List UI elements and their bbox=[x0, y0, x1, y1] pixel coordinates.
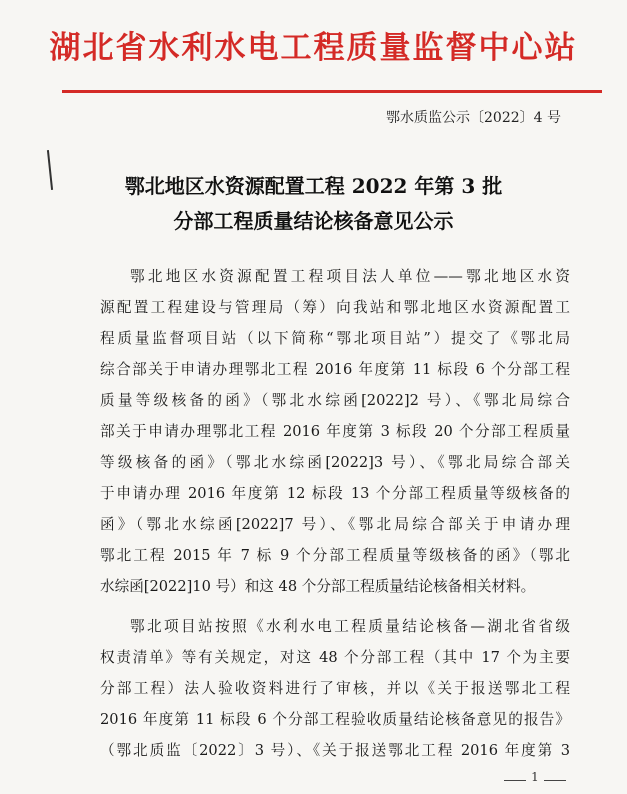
document-title-line-2: 分部工程质量结论核备意见公示 bbox=[173, 209, 454, 233]
body-line: 鄂北工程 2015 年 7 标 9 个分部工程质量等级核备的函》（鄂北 bbox=[100, 547, 570, 564]
page-number-dash-left bbox=[504, 780, 526, 781]
document-number: 鄂水质监公示〔2022〕4 号 bbox=[386, 110, 561, 126]
body-line: 分部工程）法人验收资料进行了审核，并以《关于报送鄂北工程 bbox=[100, 680, 570, 697]
body-line: 等级核备的函》（鄂北水综函[2022]3 号）、《鄂北局综合部关 bbox=[100, 454, 570, 471]
body-line: 鄂北项目站按照《水利水电工程质量结论核备—湖北省省级 bbox=[130, 618, 570, 635]
body-line: 程质量监督项目站（以下简称“鄂北项目站”）提交了《鄂北局 bbox=[100, 330, 570, 347]
page-number bbox=[500, 770, 570, 790]
page-number-value: 1 bbox=[531, 770, 539, 784]
body-line: 于申请办理 2016 年度第 12 标段 13 个分部工程质量等级核备的 bbox=[100, 485, 570, 502]
body-line: 综合部关于申请办理鄂北工程 2016 年度第 11 标段 6 个分部工程 bbox=[100, 361, 570, 378]
body-line: （鄂北质监〔2022〕3 号）、《关于报送鄂北工程 2016 年度第 3 bbox=[100, 742, 570, 759]
document-title-line-1: 鄂北地区水资源配置工程 2022 年第 3 批 bbox=[124, 174, 503, 198]
body-line: 2016 年度第 11 标段 6 个分部工程验收质量结论核备意见的报告》 bbox=[100, 711, 570, 728]
body-line: 权责清单》等有关规定，对这 48 个分部工程（其中 17 个为主要 bbox=[100, 649, 570, 666]
body-line: 水综函[2022]10 号）和这 48 个分部工程质量结论核备相关材料。 bbox=[100, 578, 536, 595]
body-line: 鄂北地区水资源配置工程项目法人单位——鄂北地区水资 bbox=[130, 268, 570, 285]
page-number-dash-right bbox=[544, 780, 566, 781]
body-line: 质量等级核备的函》（鄂北水综函[2022]2 号）、《鄂北局综合 bbox=[100, 392, 570, 409]
body-line: 部关于申请办理鄂北工程 2016 年度第 3 标段 20 个分部工程质量 bbox=[100, 423, 570, 440]
letterhead-rule bbox=[62, 90, 602, 93]
body-line: 源配置工程建设与管理局（筹）向我站和鄂北地区水资源配置工 bbox=[100, 299, 570, 316]
body-line: 函》（鄂北水综函[2022]7 号）、《鄂北局综合部关于申请办理 bbox=[100, 516, 570, 533]
agency-letterhead: 湖北省水利水电工程质量监督中心站 bbox=[49, 30, 578, 66]
